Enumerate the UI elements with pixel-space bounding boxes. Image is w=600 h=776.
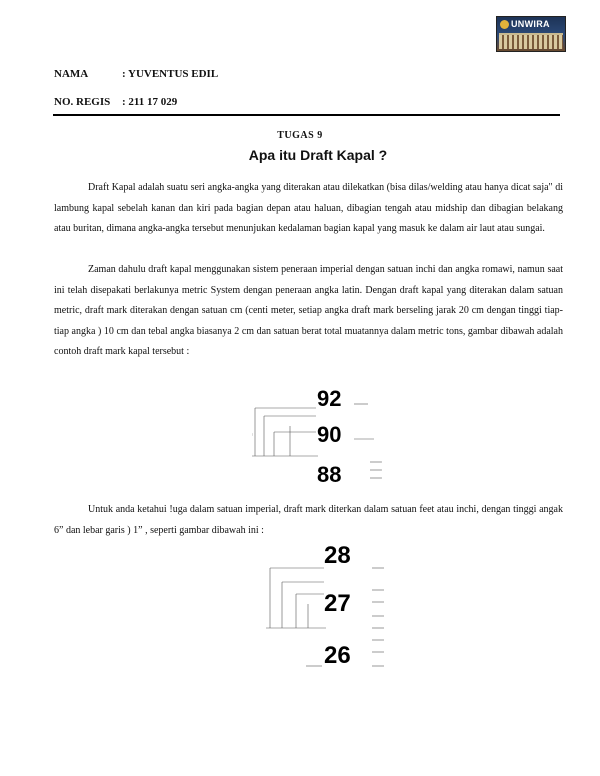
regis-value: : 211 17 029: [122, 96, 178, 108]
regis-label: NO. REGIS: [54, 96, 111, 108]
building-image: [499, 33, 563, 49]
metric-draft-figure: [250, 384, 385, 486]
draft-mark-27: 27: [324, 590, 351, 617]
logo-text: UNWIRA: [511, 19, 550, 29]
draft-mark-88: 88: [317, 462, 342, 487]
imperial-draft-figure: [262, 542, 392, 672]
name-row: [54, 68, 218, 80]
draft-mark-90: 90: [317, 422, 342, 447]
paragraph-1: Draft Kapal adalah suatu seri angka-angka yang diterakan atau dilekatkan (bisa dilas/welding atau hanya dicat saja" di lambung kapal sebelah kanan dan kiri pada bagian depan atau haluan, dibagian tengah atau midship dan dibagian belakang atau buritan, dimana angka-angka tersebut menunjukan kedalaman bagian kapal yang masuk ke dalam air laut atau sungai.: [54, 182, 563, 234]
name-label: NAMA: [54, 68, 89, 80]
svg-text:—: —: [250, 433, 254, 436]
draft-mark-26: 26: [324, 642, 351, 669]
university-logo: [496, 16, 566, 52]
emblem-icon: [500, 20, 509, 29]
paragraph-3: Untuk anda ketahui !uga dalam satuan imperial, draft mark diterkan dalam satuan feet atau inchi, dengan tinggi angak 6” dan lebar garis ) 1” , seperti gambar dibawah ini :: [54, 504, 563, 536]
page-title: Apa itu Draft Kapal ?: [248, 147, 388, 163]
draft-mark-92: 92: [317, 386, 342, 411]
paragraph-2: Zaman dahulu draft kapal menggunakan sistem peneraan imperial dengan satuan inchi dan angka romawi, namun saat ini telah disepakati berlakunya metric System dengan peneraan angka latin. Dengan draft kapal yang diterakan dalam satuan metric, draft mark diterakan dengan satuan cm (centi meter, setiap angka draft mark berseling jarak 20 cm dengan tinggi tiap-tiap angka ) 10 cm dan tebal angka biasanya 2 cm dan satuan berat total muatannya dalam metric tons, gambar dibawah adalah contoh draft mark kapal tersebut :: [54, 264, 563, 357]
draft-mark-28: 28: [324, 542, 351, 569]
regis-row: [54, 96, 177, 108]
assignment-number: TUGAS 9: [277, 130, 323, 141]
name-value: : YUVENTUS EDIL: [122, 68, 219, 80]
header-divider: [53, 114, 560, 116]
